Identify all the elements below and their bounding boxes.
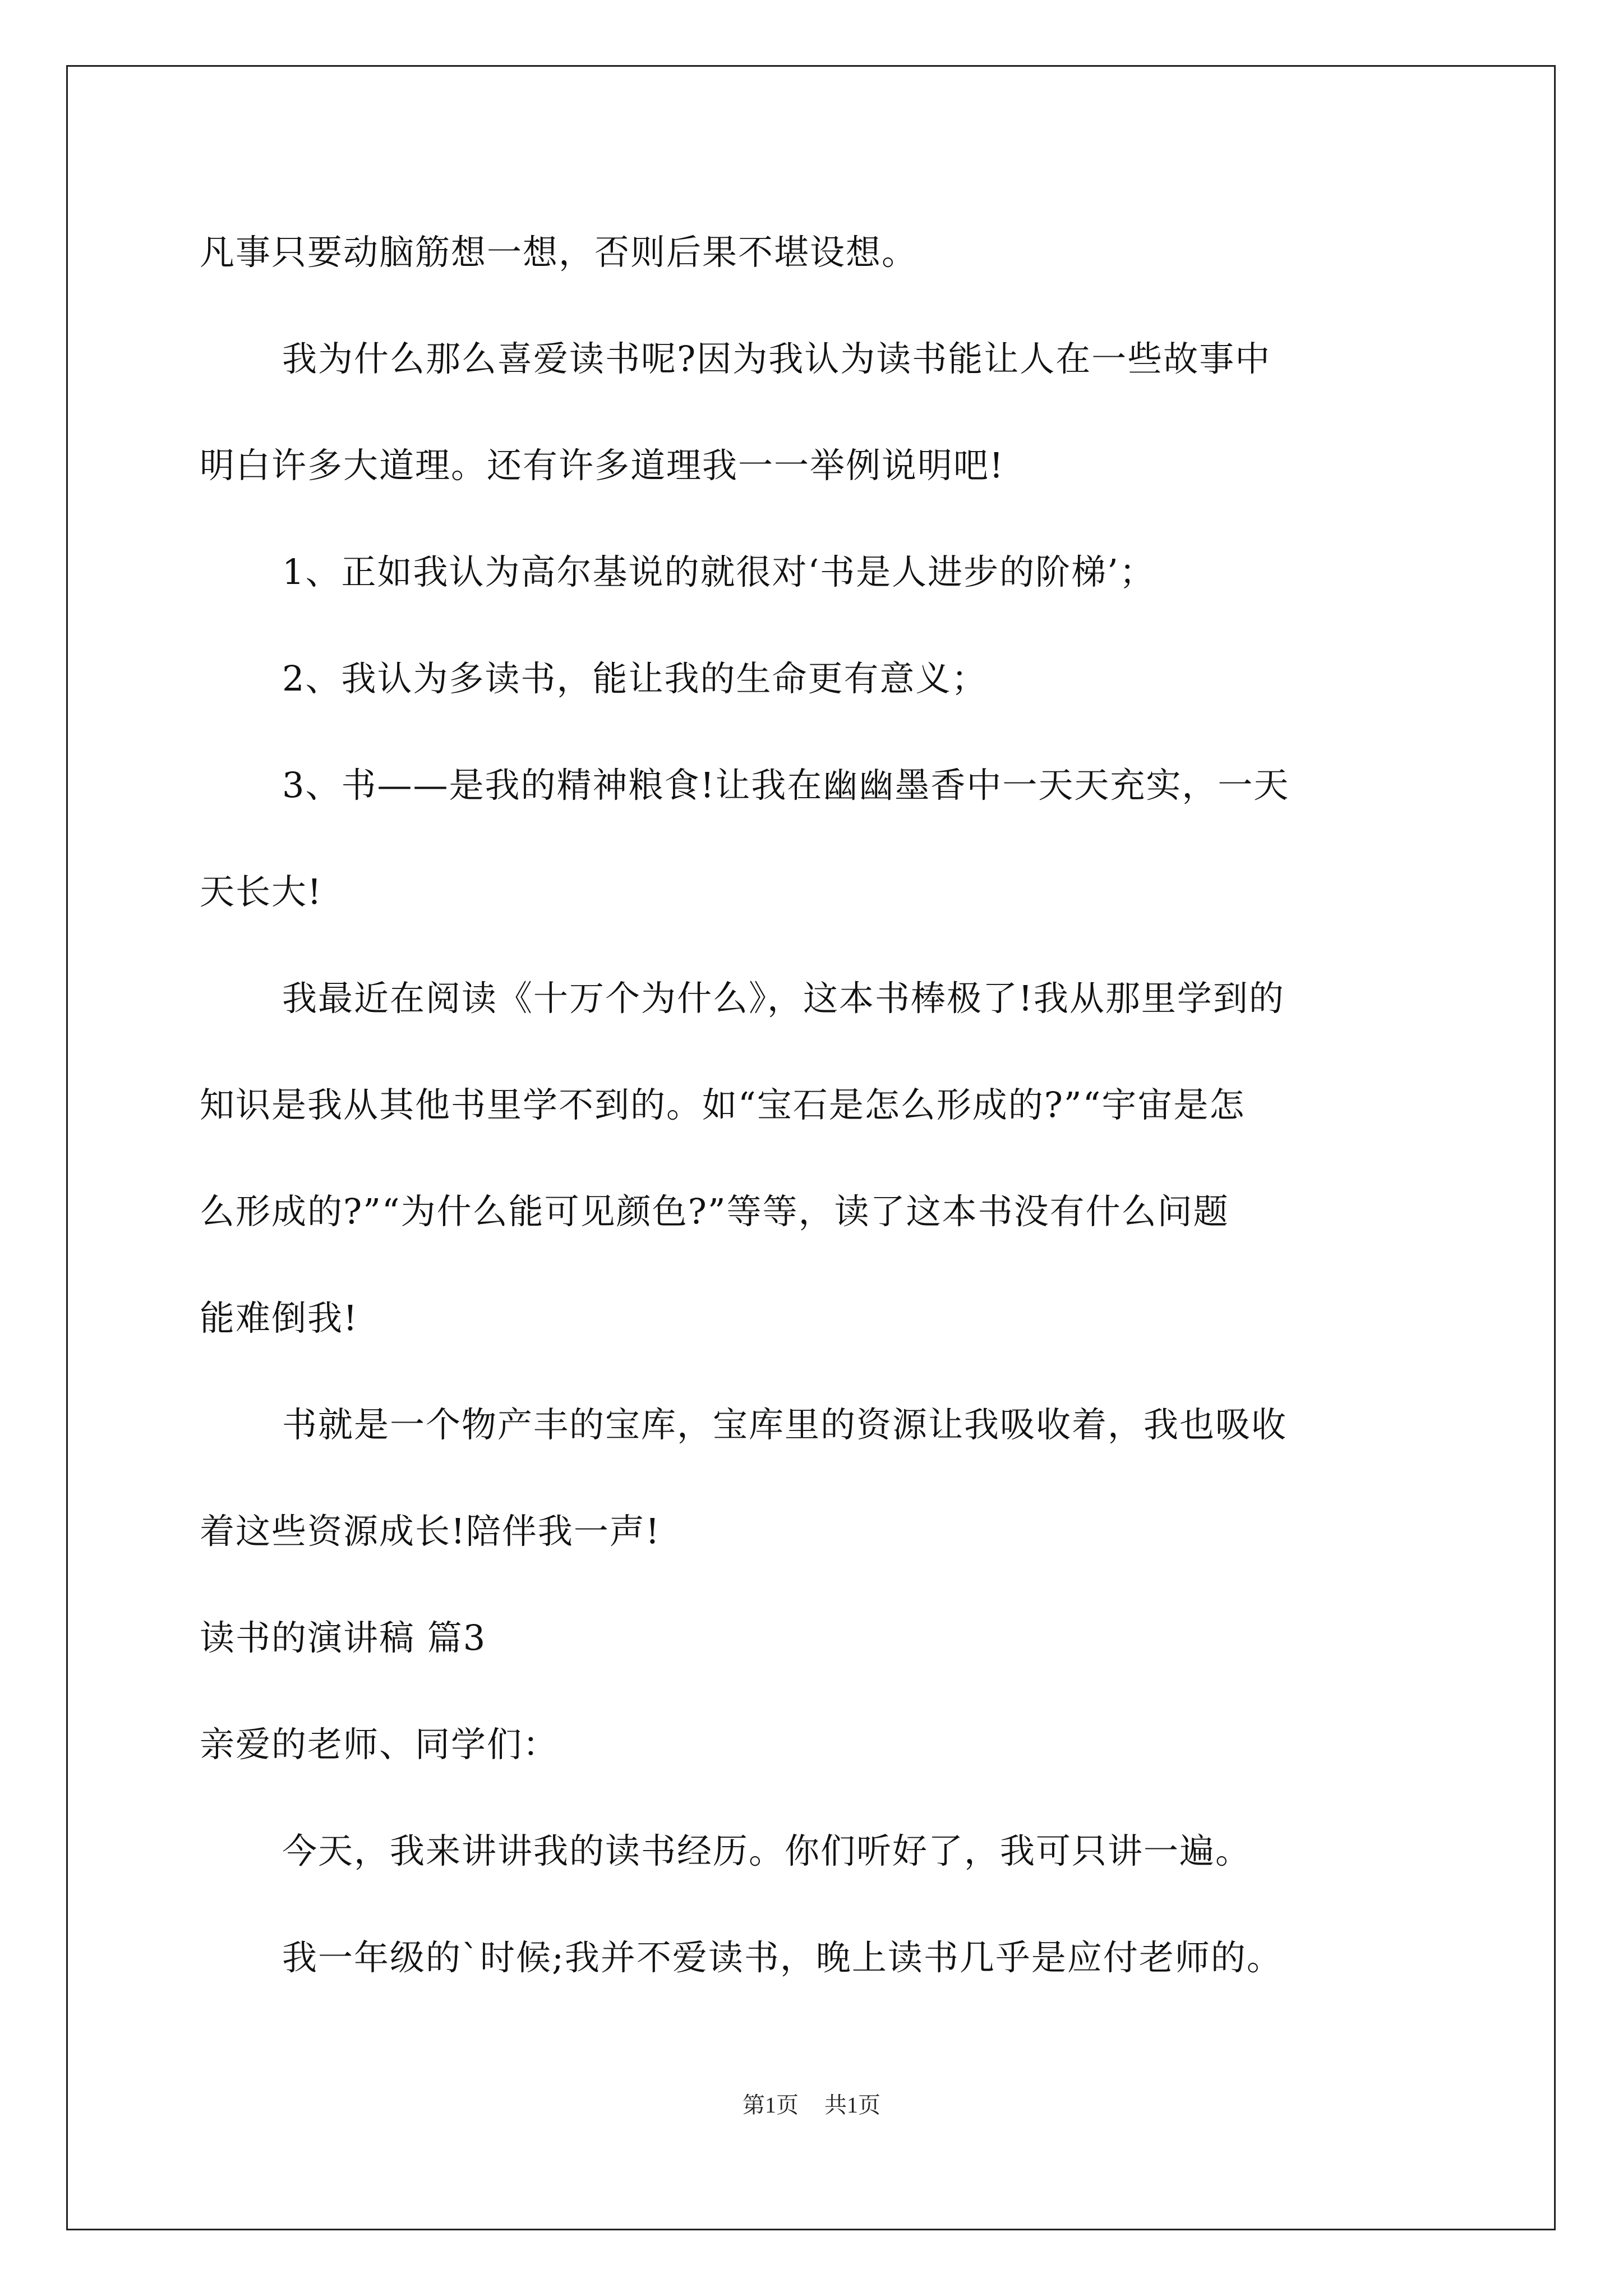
text-line: 3、书——是我的精神粮食!让我在幽幽墨香中一天天充实，一天 [282,765,1290,806]
text-line: 书就是一个物产丰的宝库，宝库里的资源让我吸收着，我也吸收 [282,1404,1288,1445]
section-heading: 读书的演讲稿 篇3 [200,1617,487,1658]
text-line: 凡事只要动脑筋想一想，否则后果不堪设想。 [200,232,918,273]
text-line: 2、我认为多读书，能让我的生命更有意义； [282,658,988,699]
text-line: 明白许多大道理。还有许多道理我一一举例说明吧! [200,445,1004,486]
page-total: 共1页 [824,2092,880,2118]
page-border [66,65,1556,2230]
text-line: 能难倒我! [200,1297,358,1338]
text-line: 天长大! [200,871,322,912]
page-number: 第1页 [743,2092,799,2118]
text-line: 么形成的?”“为什么能可见颜色?”等等，读了这本书没有什么问题 [200,1191,1229,1232]
text-line: 着这些资源成长!陪伴我一声! [200,1511,661,1552]
text-line: 知识是我从其他书里学不到的。如“宝石是怎么形成的?”“宇宙是怎 [200,1084,1246,1125]
text-line: 我为什么那么喜爱读书呢?因为我认为读书能让人在一些故事中 [282,338,1271,379]
text-line: 我最近在阅读《十万个为什么》，这本书棒极了!我从那里学到的 [282,978,1285,1019]
text-line: 今天，我来讲讲我的读书经历。你们听好了，我可只讲一遍。 [282,1830,1252,1871]
salutation: 亲爱的老师、同学们： [200,1724,559,1765]
text-line: 1、正如我认为高尔基说的就很对‘书是人进步的阶梯’； [282,551,1155,592]
text-line: 我一年级的`时候;我并不爱读书，晚上读书几乎是应付老师的。 [282,1937,1283,1978]
page-footer [0,2091,1623,2119]
